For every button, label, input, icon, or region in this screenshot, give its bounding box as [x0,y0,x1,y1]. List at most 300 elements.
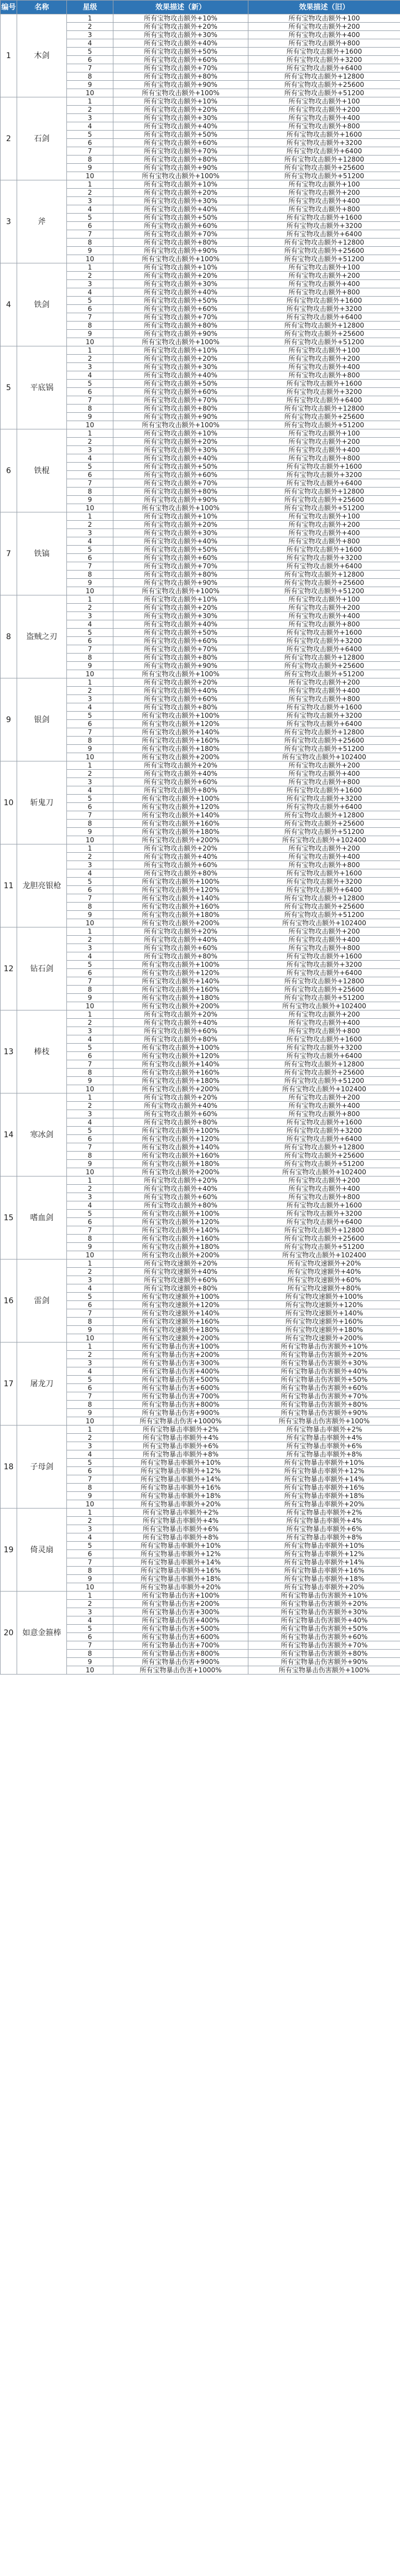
star-level: 5 [67,1625,113,1633]
effect-old: 所有宝物攻击额外+1600 [248,463,400,471]
effect-new: 所有宝物攻击额外+180% [113,1160,248,1168]
weapon-name: 石剑 [17,97,67,180]
star-level: 3 [67,1276,113,1284]
effect-new: 所有宝物攻击额外+120% [113,803,248,811]
star-level: 2 [67,272,113,280]
effect-new: 所有宝物攻击额外+60% [113,944,248,952]
table-row [1,678,400,687]
effect-new: 所有宝物攻击额外+90% [113,164,248,172]
effect-new: 所有宝物暴击伤害+200% [113,1600,248,1608]
effect-old: 所有宝物暴击伤害额外+10% [248,1592,400,1600]
effect-new: 所有宝物攻击额外+80% [113,322,248,330]
star-level: 4 [67,454,113,463]
star-level: 6 [67,969,113,977]
effect-new: 所有宝物暴击伤害+600% [113,1384,248,1392]
weapon-name: 棒枝 [17,1010,67,1093]
star-level: 7 [67,147,113,156]
effect-old: 所有宝物攻击额外+3200 [248,795,400,803]
effect-old: 所有宝物攻击额外+51200 [248,994,400,1002]
effect-old: 所有宝物攻击额外+800 [248,288,400,297]
star-level: 8 [67,1069,113,1077]
effect-old: 所有宝物暴击率额外+20% [248,1583,400,1592]
effect-new: 所有宝物攻击额外+40% [113,537,248,546]
effect-old: 所有宝物攻击额外+25600 [248,330,400,338]
table-row [1,1010,400,1019]
effect-new: 所有宝物攻击额外+60% [113,56,248,64]
effect-new: 所有宝物暴击伤害+1000% [113,1417,248,1426]
effect-new: 所有宝物攻击额外+100% [113,795,248,803]
effect-old: 所有宝物攻击额外+6400 [248,1218,400,1226]
star-level: 7 [67,1641,113,1650]
star-level: 10 [67,1334,113,1343]
star-level: 5 [67,961,113,969]
effect-old: 所有宝物攻速额外+20% [248,1260,400,1268]
star-level: 3 [67,529,113,537]
effect-new: 所有宝物攻击额外+20% [113,438,248,446]
star-level: 1 [67,14,113,23]
effect-old: 所有宝物暴击率额外+12% [248,1467,400,1475]
weapon-id: 3 [1,180,17,263]
weapon-id: 9 [1,678,17,761]
effect-new: 所有宝物暴击率额外+4% [113,1517,248,1525]
table-row [1,180,400,189]
star-level: 9 [67,247,113,255]
effect-old: 所有宝物攻击额外+102400 [248,1168,400,1176]
effect-old: 所有宝物攻击额外+400 [248,363,400,371]
weapon-id: 10 [1,761,17,844]
effect-new: 所有宝物攻速额外+100% [113,1293,248,1301]
effect-old: 所有宝物暴击伤害额外+50% [248,1376,400,1384]
star-level: 6 [67,388,113,396]
star-level: 10 [67,836,113,844]
effect-new: 所有宝物攻击额外+30% [113,363,248,371]
effect-old: 所有宝物攻击额外+1600 [248,297,400,305]
star-level: 5 [67,1376,113,1384]
effect-old: 所有宝物攻击额外+12800 [248,405,400,413]
effect-old: 所有宝物攻击额外+12800 [248,72,400,81]
effect-old: 所有宝物攻击额外+6400 [248,147,400,156]
effect-new: 所有宝物暴击率额外+18% [113,1575,248,1583]
effect-old: 所有宝物攻击额外+51200 [248,338,400,346]
effect-new: 所有宝物攻击额外+50% [113,629,248,637]
effect-old: 所有宝物攻击额外+1600 [248,380,400,388]
effect-new: 所有宝物攻击额外+100% [113,89,248,97]
effect-old: 所有宝物攻速额外+80% [248,1284,400,1293]
effect-old: 所有宝物暴击率额外+4% [248,1517,400,1525]
effect-new: 所有宝物攻击额外+80% [113,72,248,81]
effect-new: 所有宝物攻击额外+70% [113,313,248,322]
effect-old: 所有宝物攻击额外+51200 [248,172,400,180]
weapon-name: 嗜血剑 [17,1176,67,1260]
star-level: 3 [67,1525,113,1533]
effect-old: 所有宝物暴击率额外+18% [248,1492,400,1500]
star-level: 10 [67,89,113,97]
effect-old: 所有宝物攻击额外+51200 [248,255,400,263]
effect-new: 所有宝物暴击率额外+4% [113,1434,248,1442]
effect-old: 所有宝物攻击额外+51200 [248,1160,400,1168]
effect-new: 所有宝物攻击额外+40% [113,1019,248,1027]
star-level: 6 [67,1384,113,1392]
effect-old: 所有宝物攻击额外+25600 [248,164,400,172]
effect-old: 所有宝物攻击额外+800 [248,205,400,214]
effect-old: 所有宝物暴击伤害额外+30% [248,1359,400,1367]
star-level: 7 [67,64,113,72]
effect-new: 所有宝物暴击伤害+600% [113,1633,248,1641]
effect-old: 所有宝物攻击额外+12800 [248,571,400,579]
effect-old: 所有宝物攻击额外+200 [248,521,400,529]
effect-old: 所有宝物攻速额外+120% [248,1301,400,1309]
effect-new: 所有宝物暴击率额外+10% [113,1459,248,1467]
effect-new: 所有宝物暴击率额外+16% [113,1484,248,1492]
effect-new: 所有宝物攻击额外+180% [113,994,248,1002]
star-level: 3 [67,1442,113,1450]
star-level: 1 [67,429,113,438]
effect-old: 所有宝物攻击额外+12800 [248,811,400,820]
header-id: 编号 [1,1,17,14]
effect-new: 所有宝物攻击额外+30% [113,114,248,122]
star-level: 10 [67,1168,113,1176]
effect-old: 所有宝物攻击额外+200 [248,438,400,446]
star-level: 5 [67,131,113,139]
star-level: 9 [67,1243,113,1251]
effect-new: 所有宝物暴击伤害+1000% [113,1666,248,1675]
effect-old: 所有宝物攻击额外+3200 [248,471,400,479]
effect-new: 所有宝物攻击额外+10% [113,263,248,272]
star-level: 6 [67,637,113,645]
star-level: 5 [67,48,113,56]
table-row [1,761,400,770]
star-level: 5 [67,380,113,388]
effect-old: 所有宝物攻击额外+800 [248,1193,400,1201]
table-row [1,1260,400,1268]
effect-new: 所有宝物攻击额外+90% [113,413,248,421]
effect-old: 所有宝物攻击额外+25600 [248,1235,400,1243]
effect-old: 所有宝物攻击额外+3200 [248,878,400,886]
weapon-name: 钻石剑 [17,927,67,1010]
effect-new: 所有宝物攻击额外+70% [113,147,248,156]
effect-new: 所有宝物攻击额外+180% [113,828,248,836]
weapon-id: 11 [1,844,17,927]
effect-new: 所有宝物攻击额外+60% [113,305,248,313]
star-level: 10 [67,1666,113,1675]
effect-new: 所有宝物攻击额外+80% [113,1035,248,1044]
weapon-id: 14 [1,1093,17,1176]
effect-old: 所有宝物攻速额外+180% [248,1326,400,1334]
star-level: 7 [67,728,113,737]
weapon-name: 斩鬼刀 [17,761,67,844]
effect-new: 所有宝物攻击额外+200% [113,1168,248,1176]
star-level: 4 [67,869,113,878]
effect-old: 所有宝物暴击率额外+8% [248,1450,400,1459]
effect-old: 所有宝物暴击率额外+16% [248,1567,400,1575]
effect-old: 所有宝物攻击额外+200 [248,189,400,197]
effect-old: 所有宝物暴击伤害额外+80% [248,1401,400,1409]
effect-new: 所有宝物攻击额外+200% [113,753,248,761]
effect-old: 所有宝物攻击额外+3200 [248,139,400,147]
table-row [1,927,400,936]
star-level: 1 [67,678,113,687]
effect-new: 所有宝物攻击额外+10% [113,346,248,355]
star-level: 9 [67,1409,113,1417]
effect-old: 所有宝物攻击额外+200 [248,1176,400,1185]
effect-old: 所有宝物攻速额外+140% [248,1309,400,1318]
effect-new: 所有宝物攻击额外+120% [113,1218,248,1226]
star-level: 9 [67,1160,113,1168]
effect-new: 所有宝物攻击额外+100% [113,1210,248,1218]
star-level: 6 [67,305,113,313]
star-level: 9 [67,911,113,919]
star-level: 9 [67,1492,113,1500]
effect-old: 所有宝物攻击额外+400 [248,1185,400,1193]
table-row [1,1176,400,1185]
effect-new: 所有宝物暴击伤害+300% [113,1608,248,1616]
weapon-name: 斧 [17,180,67,263]
star-level: 7 [67,396,113,405]
star-level: 1 [67,180,113,189]
effect-new: 所有宝物攻击额外+30% [113,612,248,620]
effect-new: 所有宝物攻击额外+100% [113,587,248,595]
header-effect-new: 效果描述（新） [113,1,248,14]
effect-new: 所有宝物攻速额外+80% [113,1284,248,1293]
effect-old: 所有宝物攻击额外+25600 [248,820,400,828]
weapon-id: 2 [1,97,17,180]
weapon-id: 16 [1,1260,17,1343]
table-row [1,844,400,853]
effect-old: 所有宝物暴击伤害额外+40% [248,1616,400,1625]
effect-old: 所有宝物攻击额外+400 [248,612,400,620]
effect-old: 所有宝物攻击额外+25600 [248,986,400,994]
star-level: 3 [67,1027,113,1035]
table-row [1,595,400,604]
effect-new: 所有宝物攻击额外+140% [113,1143,248,1152]
effect-old: 所有宝物攻速额外+40% [248,1268,400,1276]
effect-new: 所有宝物攻击额外+10% [113,97,248,106]
effect-new: 所有宝物攻击额外+200% [113,1085,248,1093]
effect-old: 所有宝物攻击额外+1600 [248,869,400,878]
effect-old: 所有宝物攻击额外+400 [248,114,400,122]
effect-new: 所有宝物暴击率额外+14% [113,1558,248,1567]
effect-old: 所有宝物暴击伤害额外+10% [248,1343,400,1351]
star-level: 9 [67,496,113,504]
effect-old: 所有宝物攻击额外+400 [248,936,400,944]
effect-old: 所有宝物攻击额外+400 [248,31,400,39]
effect-new: 所有宝物攻击额外+160% [113,1152,248,1160]
effect-old: 所有宝物攻击额外+1600 [248,786,400,795]
effect-new: 所有宝物攻击额外+30% [113,280,248,288]
effect-new: 所有宝物暴击率额外+10% [113,1542,248,1550]
star-level: 5 [67,795,113,803]
star-level: 2 [67,1102,113,1110]
effect-new: 所有宝物攻击额外+50% [113,546,248,554]
effect-old: 所有宝物攻击额外+100 [248,429,400,438]
star-level: 3 [67,778,113,786]
star-level: 1 [67,844,113,853]
effect-old: 所有宝物攻击额外+200 [248,106,400,114]
effect-old: 所有宝物攻击额外+800 [248,695,400,703]
effect-new: 所有宝物攻击额外+40% [113,687,248,695]
effect-new: 所有宝物攻击额外+80% [113,952,248,961]
star-level: 7 [67,1392,113,1401]
star-level: 8 [67,488,113,496]
effect-new: 所有宝物攻击额外+70% [113,479,248,488]
effect-new: 所有宝物攻击额外+160% [113,986,248,994]
effect-old: 所有宝物攻击额外+25600 [248,1069,400,1077]
star-level: 5 [67,214,113,222]
star-level: 2 [67,1434,113,1442]
effect-new: 所有宝物攻击额外+20% [113,678,248,687]
effect-new: 所有宝物攻击额外+100% [113,670,248,678]
effect-old: 所有宝物攻击额外+3200 [248,554,400,562]
effect-old: 所有宝物攻击额外+100 [248,512,400,521]
effect-old: 所有宝物攻击额外+100 [248,180,400,189]
effect-new: 所有宝物攻击额外+20% [113,106,248,114]
effect-old: 所有宝物攻击额外+800 [248,39,400,48]
effect-new: 所有宝物攻击额外+120% [113,886,248,894]
effect-new: 所有宝物攻击额外+40% [113,1102,248,1110]
effect-old: 所有宝物攻击额外+12800 [248,239,400,247]
star-level: 8 [67,654,113,662]
effect-new: 所有宝物暴击率额外+2% [113,1509,248,1517]
effect-new: 所有宝物暴击伤害+200% [113,1351,248,1359]
effect-old: 所有宝物暴击伤害额外+60% [248,1384,400,1392]
star-level: 2 [67,1517,113,1525]
effect-new: 所有宝物暴击伤害+700% [113,1392,248,1401]
effect-new: 所有宝物攻击额外+100% [113,504,248,512]
effect-new: 所有宝物攻击额外+60% [113,1193,248,1201]
effect-new: 所有宝物攻击额外+20% [113,272,248,280]
effect-new: 所有宝物攻击额外+60% [113,778,248,786]
effect-new: 所有宝物攻击额外+70% [113,64,248,72]
weapon-id: 8 [1,595,17,678]
effect-new: 所有宝物攻击额外+100% [113,1127,248,1135]
star-level: 6 [67,56,113,64]
star-level: 1 [67,927,113,936]
effect-old: 所有宝物暴击率额外+6% [248,1525,400,1533]
effect-old: 所有宝物攻击额外+800 [248,122,400,131]
star-level: 8 [67,903,113,911]
table-row [1,1093,400,1102]
effect-new: 所有宝物攻击额外+100% [113,421,248,429]
effect-old: 所有宝物攻击额外+200 [248,678,400,687]
star-level: 4 [67,1533,113,1542]
star-level: 6 [67,886,113,894]
weapon-id: 1 [1,14,17,97]
effect-old: 所有宝物暴击伤害额外+80% [248,1650,400,1658]
star-level: 6 [67,720,113,728]
effect-new: 所有宝物攻击额外+40% [113,39,248,48]
star-level: 4 [67,1035,113,1044]
star-level: 4 [67,122,113,131]
effect-old: 所有宝物攻击额外+51200 [248,911,400,919]
effect-old: 所有宝物攻击额外+12800 [248,728,400,737]
effect-old: 所有宝物暴击率额外+18% [248,1575,400,1583]
effect-old: 所有宝物攻击额外+400 [248,770,400,778]
effect-new: 所有宝物攻击额外+60% [113,471,248,479]
star-level: 4 [67,620,113,629]
effect-new: 所有宝物暴击率额外+8% [113,1533,248,1542]
header-effect-old: 效果描述（旧） [248,1,400,14]
star-level: 7 [67,230,113,239]
effect-old: 所有宝物攻击额外+102400 [248,1251,400,1260]
effect-old: 所有宝物暴击伤害额外+90% [248,1658,400,1666]
effect-old: 所有宝物攻击额外+400 [248,1102,400,1110]
effect-old: 所有宝物攻击额外+800 [248,1027,400,1035]
star-level: 5 [67,712,113,720]
star-level: 10 [67,1500,113,1509]
star-level: 1 [67,1093,113,1102]
effect-new: 所有宝物攻击额外+60% [113,388,248,396]
effect-new: 所有宝物攻击额外+60% [113,222,248,230]
star-level: 6 [67,1467,113,1475]
effect-new: 所有宝物暴击伤害+900% [113,1409,248,1417]
effect-old: 所有宝物攻击额外+400 [248,446,400,454]
effect-new: 所有宝物攻击额外+40% [113,371,248,380]
star-level: 5 [67,546,113,554]
star-level: 6 [67,1301,113,1309]
effect-old: 所有宝物攻击额外+400 [248,529,400,537]
star-level: 1 [67,595,113,604]
star-level: 10 [67,1583,113,1592]
effect-old: 所有宝物攻击额外+12800 [248,1226,400,1235]
effect-new: 所有宝物攻击额外+70% [113,562,248,571]
effect-old: 所有宝物攻击额外+25600 [248,579,400,587]
effect-old: 所有宝物攻击额外+3200 [248,56,400,64]
effect-old: 所有宝物暴击伤害额外+20% [248,1351,400,1359]
table-row [1,346,400,355]
star-level: 8 [67,571,113,579]
effect-new: 所有宝物攻击额外+30% [113,31,248,39]
star-level: 3 [67,31,113,39]
star-level: 4 [67,1367,113,1376]
effect-new: 所有宝物暴击伤害+100% [113,1343,248,1351]
effect-new: 所有宝物攻击额外+160% [113,1235,248,1243]
effect-new: 所有宝物攻击额外+140% [113,1060,248,1069]
star-level: 5 [67,1459,113,1467]
effect-new: 所有宝物攻速额外+40% [113,1268,248,1276]
effect-new: 所有宝物暴击伤害+400% [113,1367,248,1376]
star-level: 4 [67,1284,113,1293]
star-level: 2 [67,106,113,114]
effect-old: 所有宝物攻击额外+200 [248,1093,400,1102]
effect-old: 所有宝物攻击额外+51200 [248,89,400,97]
weapon-name: 铁剑 [17,263,67,346]
effect-old: 所有宝物攻击额外+3200 [248,222,400,230]
effect-new: 所有宝物攻速额外+120% [113,1301,248,1309]
star-level: 2 [67,1351,113,1359]
effect-old: 所有宝物攻击额外+100 [248,595,400,604]
effect-old: 所有宝物攻击额外+1600 [248,48,400,56]
star-level: 8 [67,1484,113,1492]
table-row [1,512,400,521]
effect-new: 所有宝物攻击额外+20% [113,189,248,197]
effect-old: 所有宝物攻击额外+6400 [248,1052,400,1060]
effect-old: 所有宝物攻速额外+60% [248,1276,400,1284]
effect-new: 所有宝物攻击额外+120% [113,1135,248,1143]
effect-new: 所有宝物攻速额外+160% [113,1318,248,1326]
effect-new: 所有宝物攻击额外+80% [113,156,248,164]
effect-old: 所有宝物攻击额外+51200 [248,1077,400,1085]
effect-old: 所有宝物攻击额外+1600 [248,1035,400,1044]
effect-old: 所有宝物暴击率额外+2% [248,1426,400,1434]
effect-new: 所有宝物攻速额外+180% [113,1326,248,1334]
star-level: 7 [67,1475,113,1484]
effect-old: 所有宝物暴击率额外+16% [248,1484,400,1492]
effect-old: 所有宝物攻击额外+12800 [248,1060,400,1069]
star-level: 2 [67,1268,113,1276]
effect-new: 所有宝物攻击额外+180% [113,1077,248,1085]
effect-old: 所有宝物攻击额外+1600 [248,1118,400,1127]
table-header [1,1,400,14]
